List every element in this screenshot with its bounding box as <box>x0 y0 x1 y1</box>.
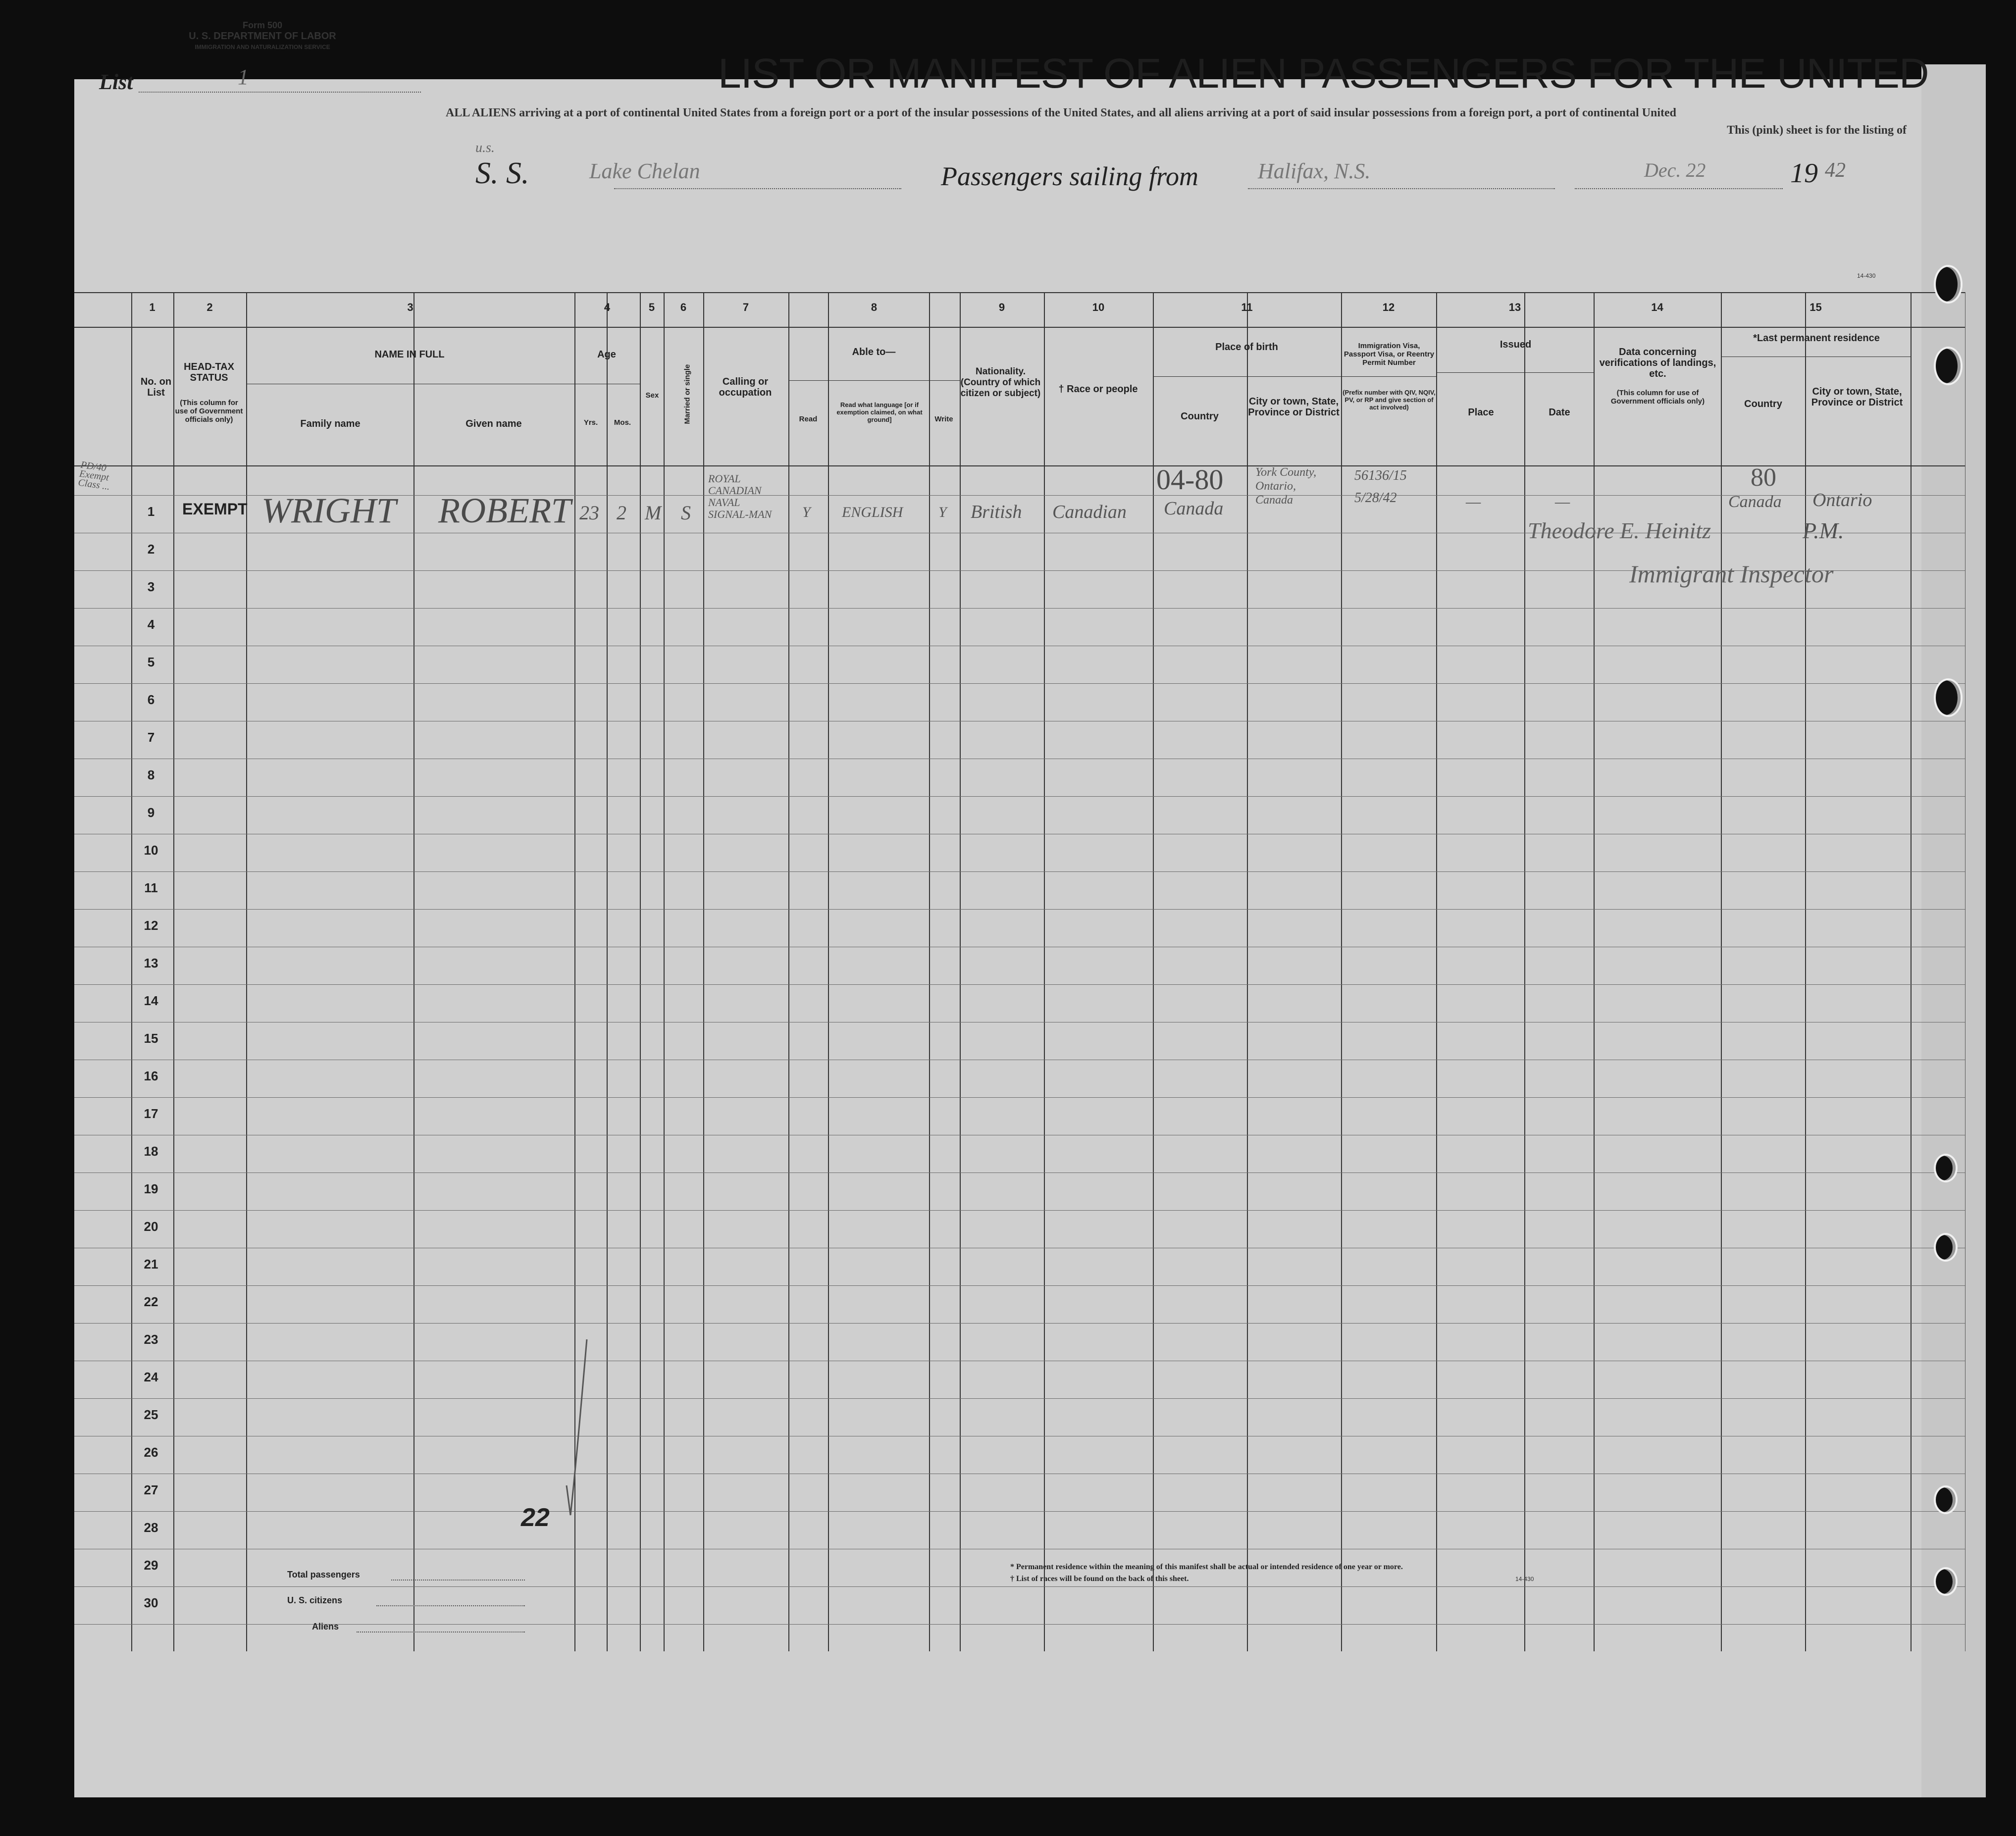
entry-res-code: 80 <box>1751 463 1776 492</box>
column-number: 3 <box>407 301 414 313</box>
header-calling: Calling or occupation <box>719 376 772 398</box>
row-number: 18 <box>144 1144 158 1159</box>
entry-occupation: ROYAL CANADIAN NAVAL SIGNAL-MAN <box>708 472 772 520</box>
header-name-in-full: NAME IN FULL <box>374 349 445 360</box>
header-write: Write <box>934 415 953 423</box>
form-header <box>158 20 366 52</box>
entry-birth-code: 04-80 <box>1156 463 1224 496</box>
list-line <box>139 92 421 93</box>
header-read-language: Read what language [or if exemption claimed, on what ground] <box>836 401 923 423</box>
column-number: 13 <box>1508 301 1521 313</box>
header-visa: Immigration Visa, Passport Visa, or Reentry Permit Number <box>1344 342 1435 367</box>
column-number: 2 <box>207 301 213 313</box>
header-race: † Race or people <box>1058 384 1138 395</box>
row-line <box>74 1624 1965 1625</box>
entry-head-tax: EXEMPT <box>182 500 248 518</box>
footer-us-citizens: U. S. citizens <box>287 1595 343 1605</box>
header-mos: Mos. <box>614 418 631 427</box>
row-line <box>74 1586 1965 1587</box>
inspector-suffix: P.M. <box>1803 518 1844 543</box>
footer-note-1: * Permanent residence within the meaning of this manifest shall be actual or intended residence of one year or more. <box>1010 1563 1403 1571</box>
column-line <box>1044 292 1045 1651</box>
row-number: 25 <box>144 1407 158 1422</box>
ship-name: Lake Chelan <box>589 159 700 183</box>
row-line <box>74 1097 1965 1098</box>
column-number: 6 <box>680 301 687 313</box>
entry-visa-number: 56136/15 <box>1354 468 1407 483</box>
column-line <box>960 292 961 1651</box>
header-landings: Data concerning verifications of landings, etc. <box>1599 347 1716 379</box>
year-suffix: 42 <box>1825 159 1846 182</box>
row-number: 9 <box>147 805 155 820</box>
ship-line <box>614 188 901 189</box>
binder-hole <box>1934 1485 1958 1514</box>
row-number: 30 <box>144 1595 158 1610</box>
binder-hole <box>1934 1567 1958 1596</box>
column-number: 11 <box>1241 301 1253 313</box>
row-number: 28 <box>144 1520 158 1535</box>
row-line <box>74 796 1965 797</box>
header-no-on-list: No. on List <box>140 376 172 398</box>
row-number: 27 <box>144 1482 158 1497</box>
column-number: 9 <box>998 301 1005 313</box>
header-place-of-birth: Place of birth <box>1215 342 1278 353</box>
entry-family-name: WRIGHT <box>261 491 396 530</box>
row-number: 11 <box>144 880 158 895</box>
column-line <box>246 292 247 1651</box>
column-line <box>703 292 704 1651</box>
row-line <box>74 1511 1965 1512</box>
form-number: Form 500 <box>242 20 283 30</box>
footer-aliens: Aliens <box>312 1622 339 1632</box>
header-nationality: Nationality. (Country of which citizen or subject) <box>960 366 1041 399</box>
header-rule <box>74 292 1965 293</box>
row-number: 3 <box>147 579 155 594</box>
entry-birth-country: Canada <box>1164 498 1224 519</box>
header-head-tax-note: (This column for use of Government officials only) <box>175 399 243 424</box>
header-married: Married or single <box>683 364 692 424</box>
row-number: 7 <box>147 730 155 745</box>
binder-hole <box>1934 1154 1958 1182</box>
header-head-tax: HEAD-TAX STATUS <box>184 361 234 383</box>
passengers-label: Passengers sailing from <box>941 161 1199 191</box>
header-landings-note: (This column for use of Government officials only) <box>1610 389 1705 406</box>
entry-read: Y <box>802 504 811 520</box>
row-line <box>74 608 1965 609</box>
sheet-edge <box>1921 64 1986 1797</box>
row-number: 26 <box>144 1445 158 1460</box>
header-yrs: Yrs. <box>583 418 598 427</box>
column-line <box>1721 292 1722 1651</box>
ss-prefix-hand: u.s. <box>475 140 495 155</box>
check-mark <box>565 1337 594 1525</box>
row-number: 20 <box>144 1219 158 1234</box>
total-line <box>391 1580 525 1581</box>
footer-note-2: † List of races will be found on the back of this sheet. <box>1010 1575 1189 1583</box>
entry-issued-date: — <box>1555 493 1570 511</box>
column-number: 8 <box>871 301 878 313</box>
row-line <box>74 984 1965 985</box>
header-residence: *Last permanent residence <box>1753 333 1880 344</box>
subtitle-1: ALL ALIENS arriving at a port of continental United States from a foreign port or a port of the insular possessions of the United States, and all aliens arriving at a port of said insular possessions from a foreign port, a port of continental United <box>446 106 1676 119</box>
entry-age-months: 2 <box>617 502 626 524</box>
column-line <box>1153 292 1154 1651</box>
row-number: 17 <box>144 1106 158 1121</box>
entry-sex: M <box>645 502 662 524</box>
binder-hole <box>1934 265 1963 304</box>
page-title: LIST OR MANIFEST OF ALIEN PASSENGERS FOR THE UNITED <box>718 50 1929 97</box>
entry-birth-city: York County, Ontario, Canada <box>1255 466 1317 507</box>
row-number: 2 <box>147 542 155 557</box>
page-stamp: 22 <box>521 1503 550 1532</box>
column-line <box>1524 292 1525 1651</box>
header-given-name: Given name <box>465 418 522 429</box>
column-line <box>1436 292 1437 1651</box>
row-line <box>74 1285 1965 1286</box>
entry-race: Canadian <box>1052 502 1127 522</box>
header-rule <box>74 327 1965 328</box>
list-label: List <box>99 70 133 94</box>
inspector-name: Theodore E. Heinitz <box>1528 518 1711 543</box>
department: U. S. DEPARTMENT OF LABOR <box>189 31 336 42</box>
row-number: 12 <box>144 918 158 933</box>
row-number: 23 <box>144 1332 158 1347</box>
port-line <box>1248 188 1555 189</box>
header-age: Age <box>597 349 616 360</box>
ss-label: S. S. <box>475 156 529 190</box>
column-number: 14 <box>1651 301 1663 313</box>
row-number: 4 <box>147 617 155 632</box>
column-line <box>640 292 641 1651</box>
footer-total-passengers: Total passengers <box>287 1570 360 1580</box>
sailing-date: Dec. 22 <box>1644 159 1706 181</box>
margin-note: PD/40 Exempt Class ... <box>77 459 111 493</box>
header-res-city: City or town, State, Province or District <box>1811 386 1903 408</box>
row-number: 6 <box>147 692 155 707</box>
column-number: 10 <box>1092 301 1105 313</box>
entry-given-name: ROBERT <box>438 491 571 530</box>
column-line <box>1247 292 1248 1651</box>
binder-hole <box>1934 347 1963 385</box>
binder-hole <box>1934 1233 1958 1262</box>
header-issued-place: Place <box>1468 407 1494 418</box>
row-number: 13 <box>144 956 158 970</box>
binder-hole <box>1934 678 1963 717</box>
column-line <box>607 292 608 1651</box>
list-number: 1 <box>238 65 249 89</box>
row-number: 1 <box>147 504 155 519</box>
header-res-country: Country <box>1744 399 1782 409</box>
row-number: 24 <box>144 1370 158 1384</box>
footer-code: 14-430 <box>1515 1576 1534 1582</box>
row-number: 5 <box>147 655 155 669</box>
subheader-rule <box>1436 372 1594 373</box>
entry-age-years: 23 <box>579 502 599 524</box>
column-number: 12 <box>1382 301 1395 313</box>
header-birth-city: City or town, State, Province or District <box>1248 396 1340 418</box>
row-line <box>74 1398 1965 1399</box>
header-read: Read <box>799 415 818 423</box>
row-line <box>74 683 1965 684</box>
column-line <box>664 292 665 1651</box>
subheader-rule <box>788 380 960 381</box>
column-line <box>173 292 174 1651</box>
column-number: 4 <box>604 301 611 313</box>
row-number: 29 <box>144 1558 158 1573</box>
header-family-name: Family name <box>300 418 361 429</box>
column-line <box>929 292 930 1651</box>
row-number: 22 <box>144 1294 158 1309</box>
column-line <box>1911 292 1912 1651</box>
header-issued-date: Date <box>1549 407 1570 418</box>
column-number: 1 <box>149 301 155 313</box>
inspector-title: Immigrant Inspector <box>1629 560 1834 588</box>
column-line <box>1594 292 1595 1651</box>
row-number: 10 <box>144 843 158 858</box>
column-line <box>828 292 829 1651</box>
entry-language: ENGLISH <box>842 504 903 520</box>
row-line <box>74 1323 1965 1324</box>
column-number: 7 <box>742 301 749 313</box>
column-number: 15 <box>1809 301 1822 313</box>
header-issued: Issued <box>1499 339 1532 350</box>
citizens-line <box>376 1605 525 1606</box>
row-number: 21 <box>144 1257 158 1272</box>
header-birth-country: Country <box>1181 411 1219 422</box>
entry-visa-date: 5/28/42 <box>1354 490 1397 506</box>
manifest-sheet <box>74 79 1986 1797</box>
entry-write: Y <box>938 504 947 520</box>
entry-issued-place: — <box>1466 493 1481 511</box>
row-number: 16 <box>144 1069 158 1083</box>
row-number: 15 <box>144 1031 158 1046</box>
column-line <box>788 292 789 1651</box>
header-able-to: Able to— <box>852 347 896 357</box>
row-line <box>74 1210 1965 1211</box>
column-line <box>1805 292 1806 1651</box>
subheader-rule <box>1153 376 1436 377</box>
row-number: 14 <box>144 993 158 1008</box>
date-line <box>1575 188 1783 189</box>
row-number: 19 <box>144 1181 158 1196</box>
entry-nationality: British <box>971 502 1022 522</box>
header-rule <box>74 465 1965 466</box>
column-number: 5 <box>648 301 655 313</box>
port: Halifax, N.S. <box>1258 159 1371 183</box>
column-line <box>1341 292 1342 1651</box>
service: IMMIGRATION AND NATURALIZATION SERVICE <box>195 44 330 51</box>
year-prefix: 19 <box>1790 158 1818 189</box>
entry-res-country: Canada <box>1728 493 1782 511</box>
header-sex: Sex <box>645 391 659 400</box>
header-visa-note: (Prefix number with QIV, NQIV, PV, or RP and give section of act involved) <box>1343 389 1436 411</box>
form-code: 14-430 <box>1857 272 1876 279</box>
entry-marital: S <box>681 502 691 524</box>
row-line <box>74 909 1965 910</box>
entry-res-city: Ontario <box>1812 490 1872 510</box>
row-number: 8 <box>147 767 155 782</box>
row-line <box>74 871 1965 872</box>
subtitle-2: This (pink) sheet is for the listing of <box>1727 124 1907 137</box>
